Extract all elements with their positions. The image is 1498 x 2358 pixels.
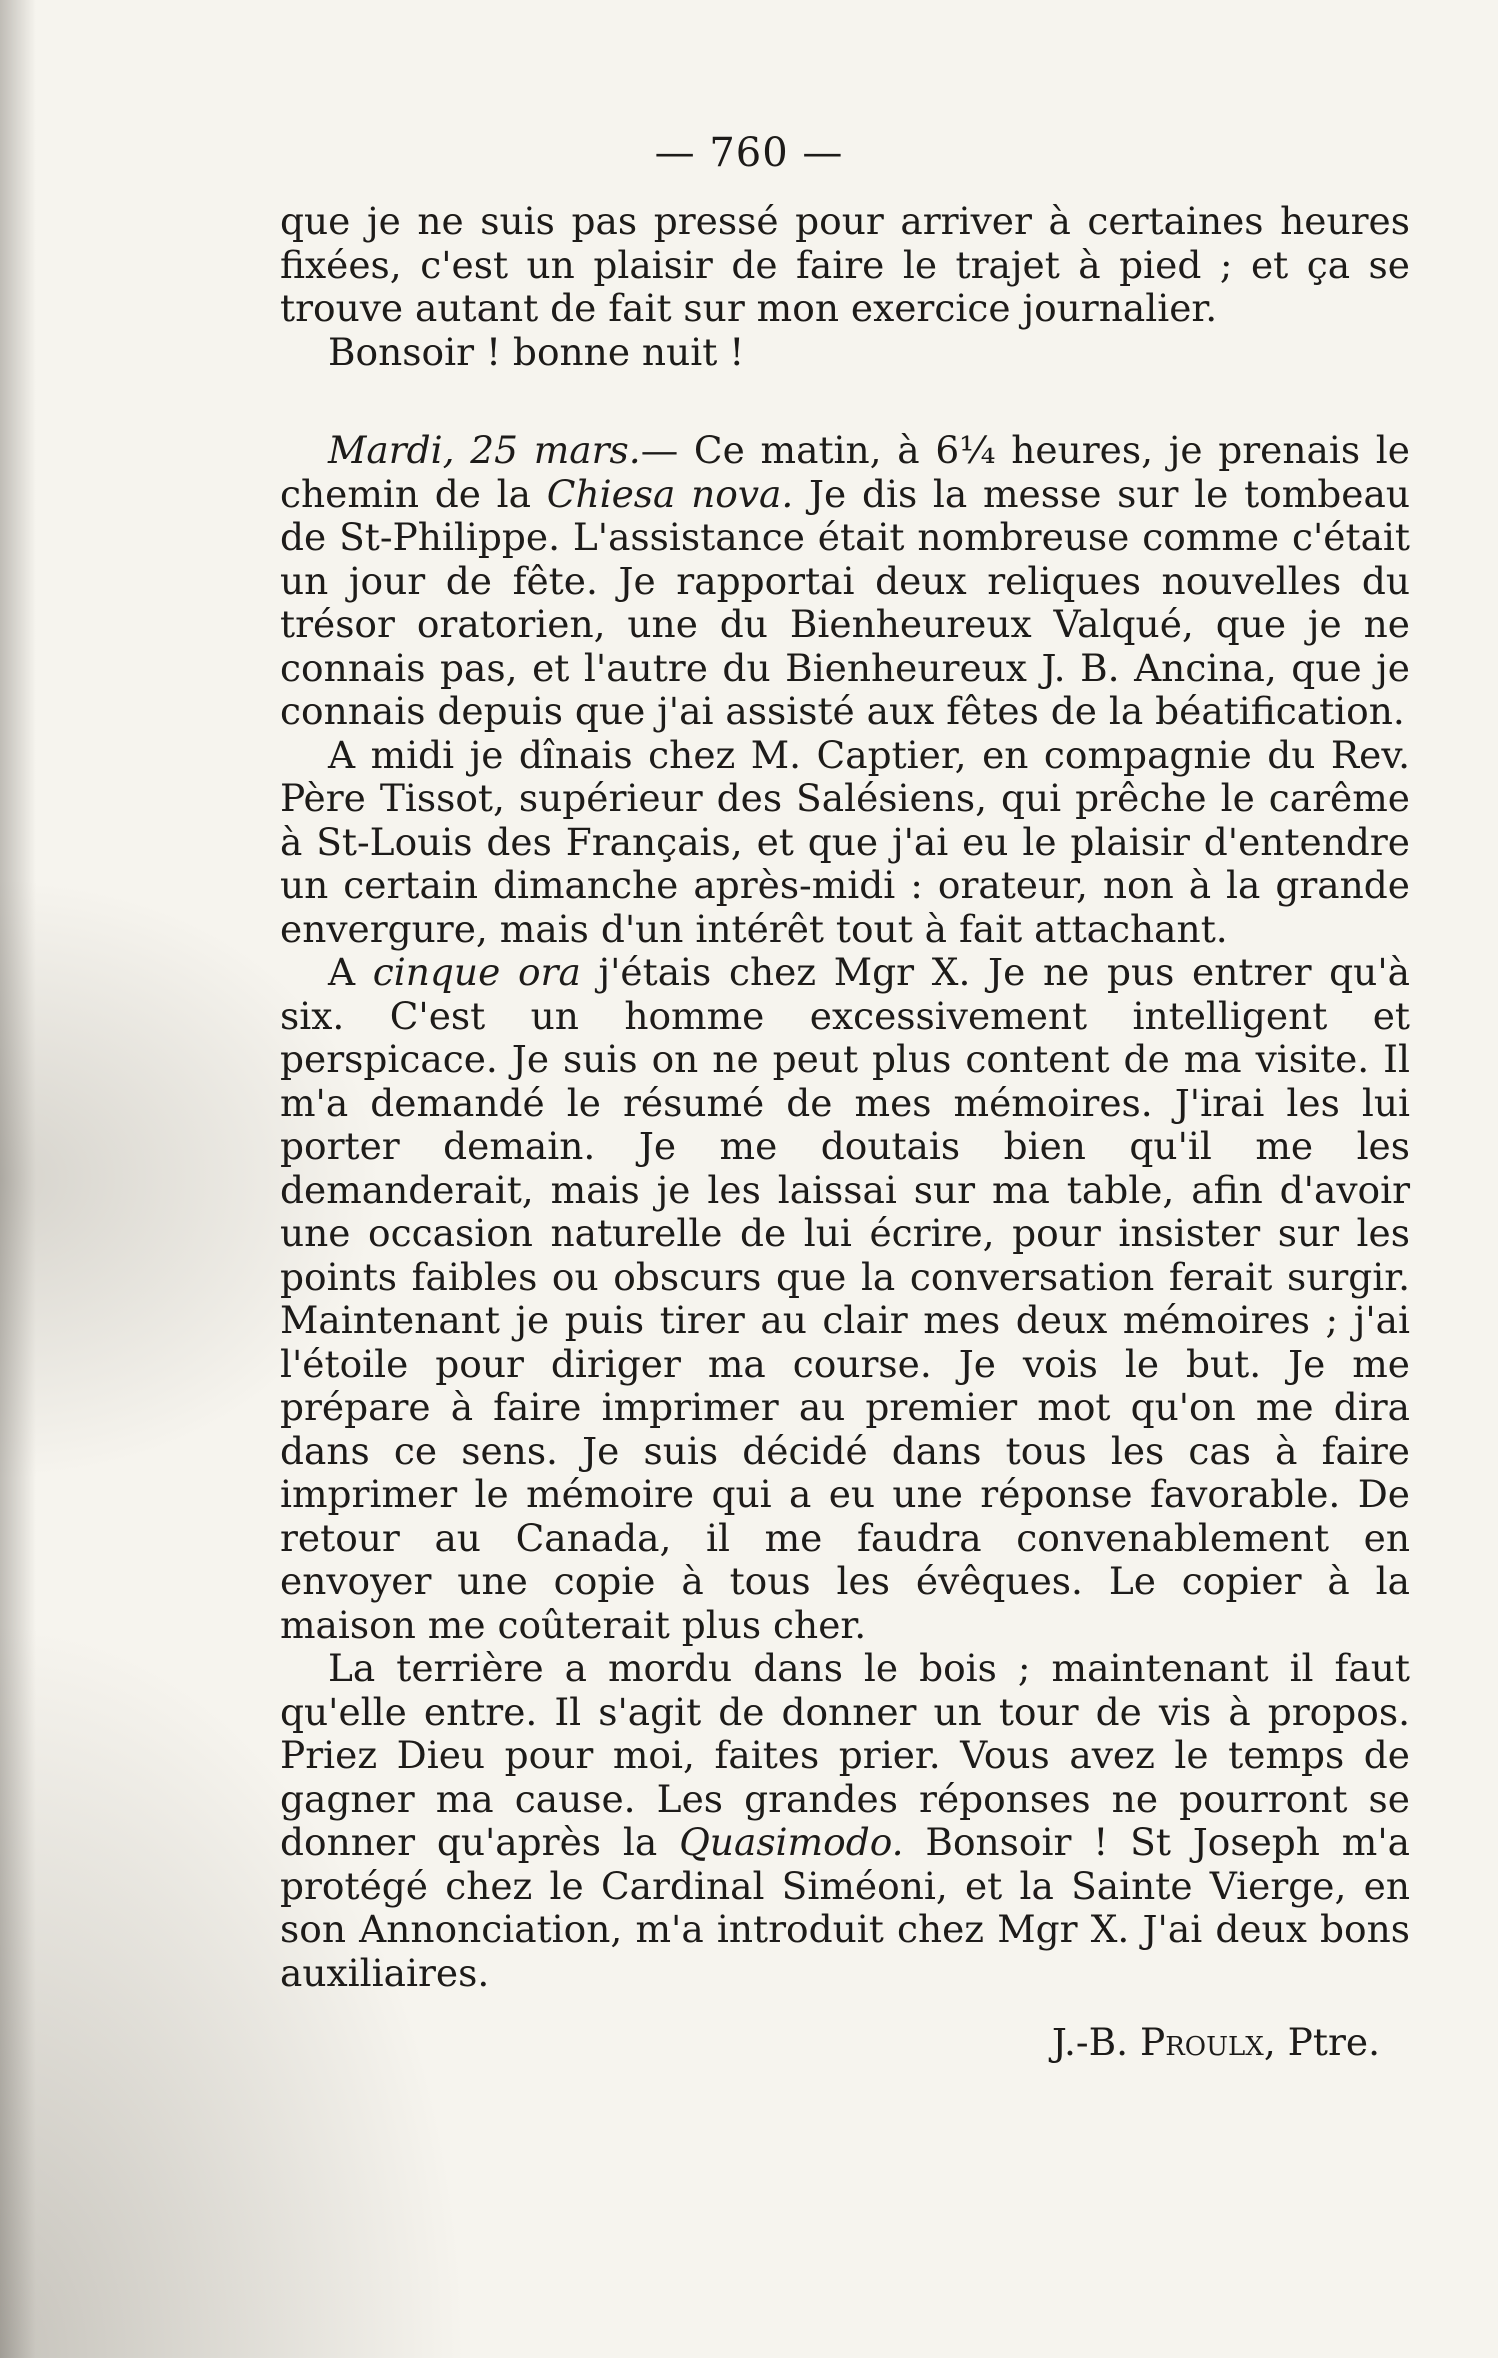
body-text [280, 200, 1410, 1995]
signature: J.-B. Proulx, Ptre. [1051, 2020, 1380, 2064]
paragraph-cinque-ora: A cinque ora j'étais chez Mgr X. Je ne pus entrer qu'à six. C'est un homme excessivement intelligent et perspicace. Je suis on ne peut plus content de ma visite. Il m'a demandé le résumé de mes mémoires. J'irai les lui porter demain. Je me doutais bien qu'il me les demanderait, mais je les laissai sur ma table, afin d'avoir une occasion naturelle de lui écrire, pour insister sur les points faibles ou obscurs que la conversation ferait surgir. Maintenant je puis tirer au clair mes deux mémoires ; j'ai l'étoile pour diriger ma course. Je vois le but. Je me prépare à faire imprimer au premier mot qu'on me dira dans ce sens. Je suis décidé dans tous les cas à faire imprimer le mémoire qui a eu une réponse favorable. De retour au Canada, il me faudra convenablement en envoyer une copie à tous les évêques. Le copier à la maison me coûterait plus cher. [280, 950, 1411, 1647]
paragraph-midi: A midi je dînais chez M. Captier, en compagnie du Rev. Père Tissot, supérieur des Salésiens, qui prêche le carême à St-Louis des Français, et que j'ai eu le plaisir d'entendre un certain dimanche après-midi : orateur, non à la grande envergure, mais d'un intérêt tout à fait attachant. [280, 732, 1410, 951]
page-number: — 760 — [654, 130, 844, 176]
paragraph-mardi: Mardi, 25 mars.— Ce matin, à 6¼ heures, je prenais le chemin de la Chiesa nova. Je dis la messe sur le tombeau de St-Philippe. L'assistance était nombreuse comme c'était un jour de fête. Je rapportai deux reliques nouvelles du trésor oratorien, une du Bienheureux Valqué, que je ne connais pas, et l'autre du Bienheureux J. B. Ancina, que je connais depuis que j'ai assisté aux fêtes de la béatification. [280, 428, 1410, 733]
paragraph-terriere: La terrière a mordu dans le bois ; maintenant il faut qu'elle entre. Il s'agit de donner un tour de vis à propos. Priez Dieu pour moi, faites prier. Vous avez le temps de gagner ma cause. Les grandes réponses ne pourront se donner qu'après la Quasimodo. Bonsoir ! St Joseph m'a protégé chez le Cardinal Siméoni, et la Sainte Vierge, en son Annonciation, m'a introduit chez Mgr X. J'ai deux bons auxiliaires. [280, 1646, 1411, 1995]
page-edge-shadow [0, 0, 36, 2358]
paragraph-bonsoir: Bonsoir ! bonne nuit ! [328, 329, 745, 374]
paragraph-continuation: que je ne suis pas pressé pour arriver à certaines heures fixées, c'est un plaisir de faire le trajet à pied ; et ça se trouve autant de fait sur mon exercice journalier. [280, 199, 1410, 330]
